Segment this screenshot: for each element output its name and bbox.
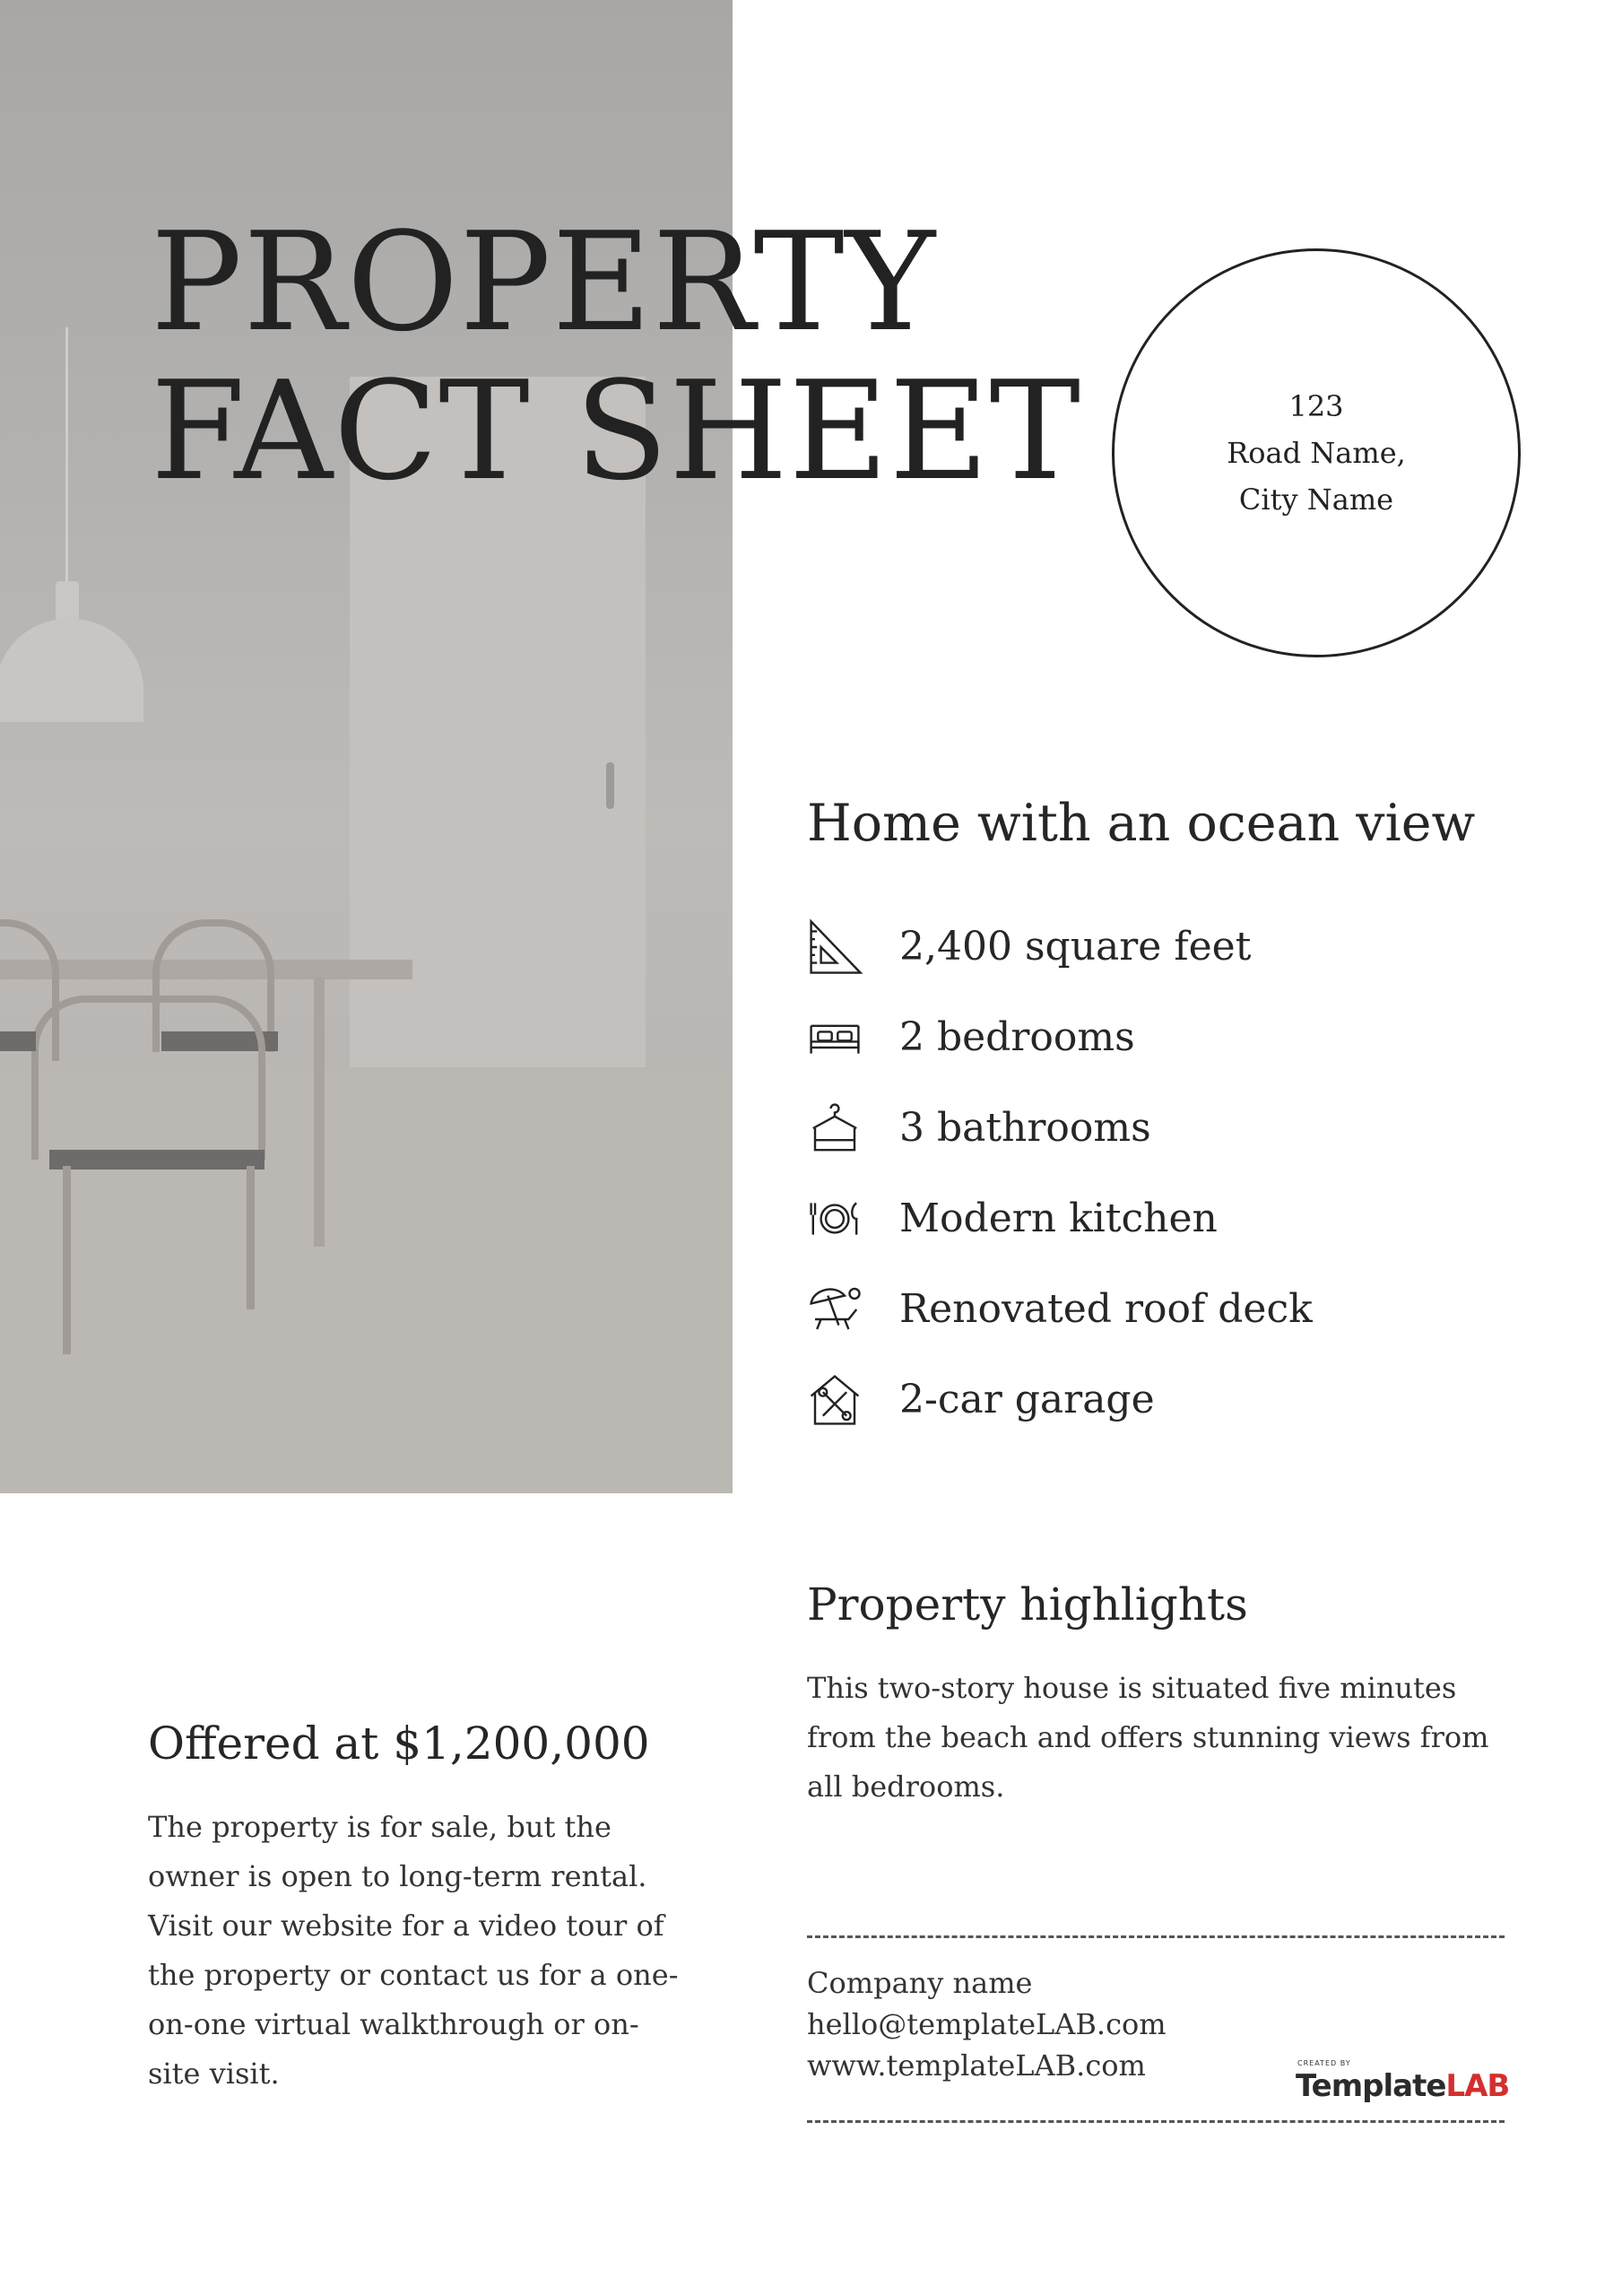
divider-top	[807, 1935, 1505, 1938]
feature-list	[802, 901, 1313, 1445]
chair-seat	[0, 1031, 36, 1051]
chair-leg	[247, 1166, 255, 1309]
feature-label: Modern kitchen	[899, 1196, 1218, 1241]
address-number: 123	[1288, 389, 1344, 423]
feature-label: 3 bathrooms	[899, 1105, 1151, 1151]
feature-label: 2,400 square feet	[899, 924, 1252, 970]
features-title: Home with an ocean view	[807, 794, 1476, 853]
logo-word-template: Template	[1296, 2068, 1446, 2104]
logo-word-lab: LAB	[1445, 2068, 1510, 2104]
feature-label: 2 bedrooms	[899, 1014, 1135, 1060]
highlights-text: This two-story house is situated five minutes from the beach and offers stunning views from all bedrooms.	[807, 1671, 1489, 1804]
feature-item	[802, 901, 1313, 992]
offer-title: Offered at $1,200,000	[148, 1718, 650, 1770]
feature-item	[802, 1173, 1313, 1264]
logo-created-by: CREATED BY	[1297, 2059, 1351, 2067]
table-leg	[314, 978, 325, 1247]
beach-umbrella-icon	[802, 1277, 867, 1342]
feature-item	[802, 1083, 1313, 1173]
templatelab-logo	[1296, 2059, 1510, 2104]
chair-leg	[63, 1166, 71, 1354]
address-city: City Name	[1238, 483, 1394, 517]
lamp-cable	[65, 327, 68, 587]
door-handle	[606, 762, 614, 809]
contact-email[interactable]: hello@templateLAB.com	[807, 2007, 1167, 2041]
towel-hanger-icon	[802, 1096, 867, 1161]
contact-website[interactable]: www.templateLAB.com	[807, 2048, 1146, 2083]
chair-seat	[49, 1150, 265, 1170]
feature-item	[802, 1354, 1313, 1445]
logo-wordmark	[1296, 2068, 1509, 2104]
set-square-icon	[802, 915, 867, 979]
feature-label: Renovated roof deck	[899, 1286, 1313, 1332]
feature-label: 2-car garage	[899, 1377, 1155, 1422]
garage-tools-icon	[802, 1368, 867, 1432]
page-title	[151, 203, 1082, 510]
offer-text: The property is for sale, but the owner is open to long-term rental. Visit our website for a video tour of the property or contact us for a one-on-one virtual walkthrough or on-site visit.	[148, 1810, 679, 2091]
contact-block	[807, 1962, 1167, 2086]
bed-icon	[802, 1005, 867, 1070]
address-circle	[1112, 248, 1521, 657]
company-name: Company name	[807, 1966, 1033, 2000]
address-road: Road Name,	[1227, 436, 1406, 470]
pendant-lamp	[0, 619, 143, 722]
highlights-title: Property highlights	[807, 1578, 1248, 1631]
lamp-neck	[56, 581, 79, 622]
chair-back	[31, 996, 265, 1160]
feature-item	[802, 992, 1313, 1083]
divider-bottom	[807, 2120, 1505, 2123]
plate-cutlery-icon	[802, 1187, 867, 1251]
title-line-2: FACT SHEET	[151, 352, 1082, 510]
title-line-1: PROPERTY	[151, 203, 937, 361]
feature-item	[802, 1264, 1313, 1354]
